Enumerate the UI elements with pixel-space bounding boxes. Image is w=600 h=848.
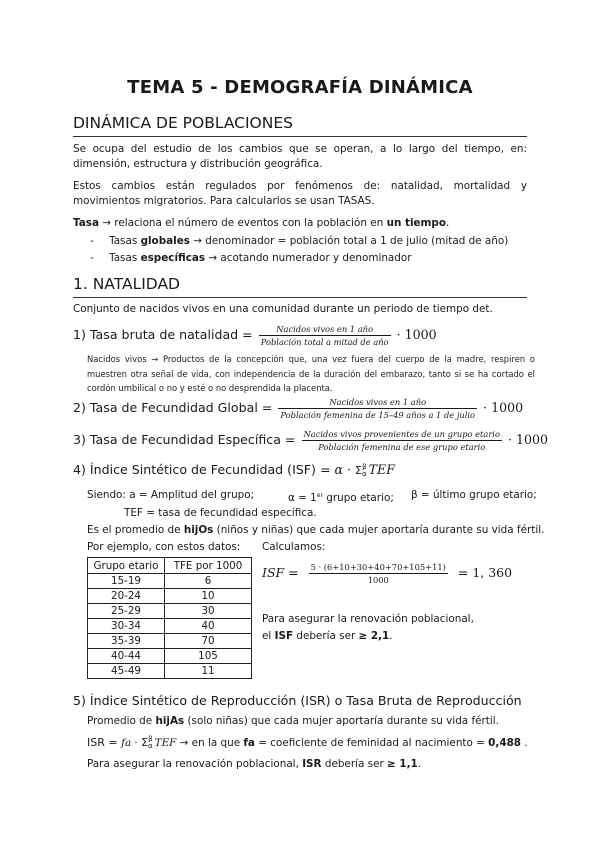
fraction — [302, 429, 502, 452]
isr-aseg-bold: ISR — [302, 758, 322, 770]
table-cell: 25-29 — [88, 604, 165, 619]
promedio-hijos — [87, 523, 544, 538]
tasa-definition — [73, 216, 449, 231]
tef-definition: TEF = tasa de fecundidad específica. — [124, 507, 317, 519]
formula-multiplier: · 1000 — [507, 432, 549, 447]
isr-post: = coeficiente de feminidad al nacimiento = — [254, 737, 489, 749]
tfe-table — [87, 557, 252, 679]
alpha-superscript: er — [316, 492, 323, 499]
tasa-text: → relaciona el número de eventos con la población en — [98, 217, 387, 229]
fraction-numerator: 5 · (6+10+30+40+70+105+11) — [310, 562, 446, 572]
table-cell: 105 — [165, 649, 252, 664]
asegurar-mid: debería ser — [293, 630, 359, 642]
isr-aseg-mid: debería ser — [321, 758, 388, 770]
sum-upper: β — [362, 462, 367, 471]
table-row — [88, 604, 252, 619]
table-row — [88, 664, 252, 679]
siendo-alpha — [288, 488, 394, 506]
sum-lower: α — [362, 469, 367, 478]
table-row — [88, 619, 252, 634]
promedio-pre: Es el promedio de — [87, 524, 184, 536]
table-header: Grupo etario — [88, 558, 165, 574]
table-cell: 30-34 — [88, 619, 165, 634]
tasa-bold-end: un tiempo — [386, 217, 446, 229]
fraction-numerator: Nacidos vivos en 1 año — [259, 324, 391, 336]
formula-tasa-bruta-natalidad — [73, 324, 437, 347]
formula-multiplier: · 1000 — [396, 327, 437, 342]
table-cell: 45-49 — [88, 664, 165, 679]
table-row — [88, 589, 252, 604]
fraction — [309, 562, 448, 585]
table-cell: 40 — [165, 619, 252, 634]
bullet-dash: - — [90, 235, 94, 247]
formula-isf — [73, 462, 395, 478]
table-cell: 6 — [165, 574, 252, 589]
isr-aseg-value: ≥ 1,1 — [387, 758, 418, 770]
formula-alpha: α · — [334, 462, 352, 477]
isf-lhs: ISF = — [262, 565, 299, 580]
isr-prom-post: (solo niñas) que cada mujer aportaría durante su vida fértil. — [184, 715, 499, 727]
formula-label: 3) Tasa de Fecundidad Específica = — [73, 432, 296, 447]
table-cell: 10 — [165, 589, 252, 604]
fraction-numerator: Nacidos vivos provenientes de un grupo etario — [303, 429, 500, 439]
bullet-pre: Tasas — [109, 252, 141, 264]
section-heading-dinamica: DINÁMICA DE POBLACIONES — [73, 114, 293, 132]
alpha-end: grupo etario; — [322, 492, 394, 504]
isr-asegurar — [87, 757, 421, 772]
table-cell: 40-44 — [88, 649, 165, 664]
formula-fecundidad-especifica — [73, 429, 548, 452]
sum-lower: α — [148, 742, 153, 750]
siendo-amplitud: Siendo: a = Amplitud del grupo; — [87, 489, 255, 501]
table-cell: 70 — [165, 634, 252, 649]
asegurar-end: . — [389, 630, 393, 642]
table-header: TFE por 1000 — [165, 558, 252, 574]
promedio-post: (niños y niñas) que cada mujer aportaría durante su vida fértil. — [213, 524, 545, 536]
alpha-text: α = 1 — [288, 492, 317, 504]
isr-aseg-end: . — [417, 758, 422, 770]
formula-fecundidad-global — [73, 397, 523, 420]
isr-prom-bold: hijAs — [155, 715, 185, 727]
fraction-denominator: Población femenina de 15–49 años a 1 de julio — [280, 410, 476, 420]
formula-isr-heading: 5) Índice Sintético de Reproducción (ISR) o Tasa Bruta de Reproducción — [73, 693, 522, 708]
paragraph-intro: Se ocupa del estudio de los cambios que se operan, a lo largo del tiempo, en: dimensión, estructura y distribución geográfica. — [73, 143, 527, 170]
isr-formula — [87, 735, 528, 751]
asegurar-isf-line2 — [262, 629, 393, 644]
formula-label: 4) Índice Sintético de Fecundidad (ISF) = — [73, 462, 331, 477]
isr-tef: TEF — [154, 737, 177, 749]
isr-pre: ISR = — [87, 736, 122, 749]
calculamos-label: Calculamos: — [262, 541, 326, 553]
asegurar-isf-line1: Para asegurar la renovación poblacional, — [262, 613, 474, 625]
bullet-pre: Tasas — [109, 235, 141, 247]
nacidos-vivos-note: Nacidos vivos → Productos de la concepción que, una vez fuera del cuerpo de la madre, respiren o muestren otra señal de vida, con independencia de la duración del embarazo, tanto si se ha cortado el cordón umbilical o no y esté o no desprendida la placenta. — [87, 354, 535, 393]
bullet-dash: - — [90, 252, 94, 264]
formula-label: 1) Tasa bruta de natalidad = — [73, 327, 253, 342]
section-heading-natalidad: 1. NATALIDAD — [73, 275, 180, 293]
asegurar-value: ≥ 2,1 — [358, 630, 390, 642]
bullet-post: → denominador = población total a 1 de julio (mitad de año) — [189, 235, 509, 247]
tasa-label: Tasa — [73, 217, 99, 229]
ejemplo-label: Por ejemplo, con estos datos: — [87, 541, 241, 553]
isf-result: = 1, 360 — [457, 565, 513, 580]
table-cell: 11 — [165, 664, 252, 679]
sum-symbol: Σ — [141, 736, 149, 749]
table-cell: 15-19 — [88, 574, 165, 589]
formula-multiplier: · 1000 — [483, 400, 524, 415]
table-row — [88, 634, 252, 649]
isr-value: 0,488 — [488, 737, 522, 749]
sum-symbol: Σ — [355, 464, 362, 477]
bullet-item — [90, 234, 508, 249]
isr-mid: → en la que — [176, 737, 244, 749]
fraction-denominator: Población total a mitad de año — [260, 337, 389, 347]
table-cell: 30 — [165, 604, 252, 619]
table-row — [88, 574, 252, 589]
asegurar-pre: el — [262, 630, 275, 642]
fraction-denominator: Población femenina de ese grupo etario — [318, 442, 486, 452]
table-row — [88, 649, 252, 664]
page-title: TEMA 5 - DEMOGRAFÍA DINÁMICA — [127, 77, 473, 98]
fraction — [259, 324, 391, 347]
table-header-row — [88, 558, 252, 574]
bullet-bold: globales — [140, 235, 190, 247]
sum-upper: β — [148, 735, 153, 743]
table-cell: 20-24 — [88, 589, 165, 604]
bullet-post: → acotando numerador y denominador — [205, 252, 412, 264]
isr-fa: fa · — [121, 737, 138, 749]
table-cell: 35-39 — [88, 634, 165, 649]
bullet-bold: específicas — [140, 252, 206, 264]
isr-promedio — [87, 714, 499, 729]
sum-limits — [148, 736, 153, 750]
asegurar-bold: ISF — [274, 630, 294, 642]
isr-fa-bold: fa — [243, 737, 255, 749]
isr-prom-pre: Promedio de — [87, 715, 156, 727]
fraction-numerator: Nacidos vivos en 1 año — [278, 397, 477, 409]
section-rule — [73, 297, 527, 298]
fraction-denominator: 1000 — [367, 575, 389, 585]
tasa-period: . — [445, 217, 450, 229]
formula-label: 2) Tasa de Fecundidad Global = — [73, 400, 273, 415]
natalidad-intro: Conjunto de nacidos vivos en una comunidad durante un periodo de tiempo det. — [73, 303, 493, 315]
isr-aseg-pre: Para asegurar la renovación poblacional, — [87, 758, 303, 770]
isr-end: . — [521, 737, 528, 749]
bullet-item — [90, 251, 412, 266]
sum-limits — [362, 464, 367, 478]
section-rule — [73, 136, 527, 137]
siendo-beta: β = último grupo etario; — [411, 489, 537, 501]
formula-tef: TEF — [368, 462, 395, 477]
isf-calculation — [262, 562, 512, 585]
fraction — [278, 397, 477, 420]
paragraph-regulated: Estos cambios están regulados por fenómenos de: natalidad, mortalidad y movimientos migratorios. Para calcularlos se usan TASAS. — [73, 180, 527, 207]
promedio-bold: hijOs — [183, 524, 214, 536]
